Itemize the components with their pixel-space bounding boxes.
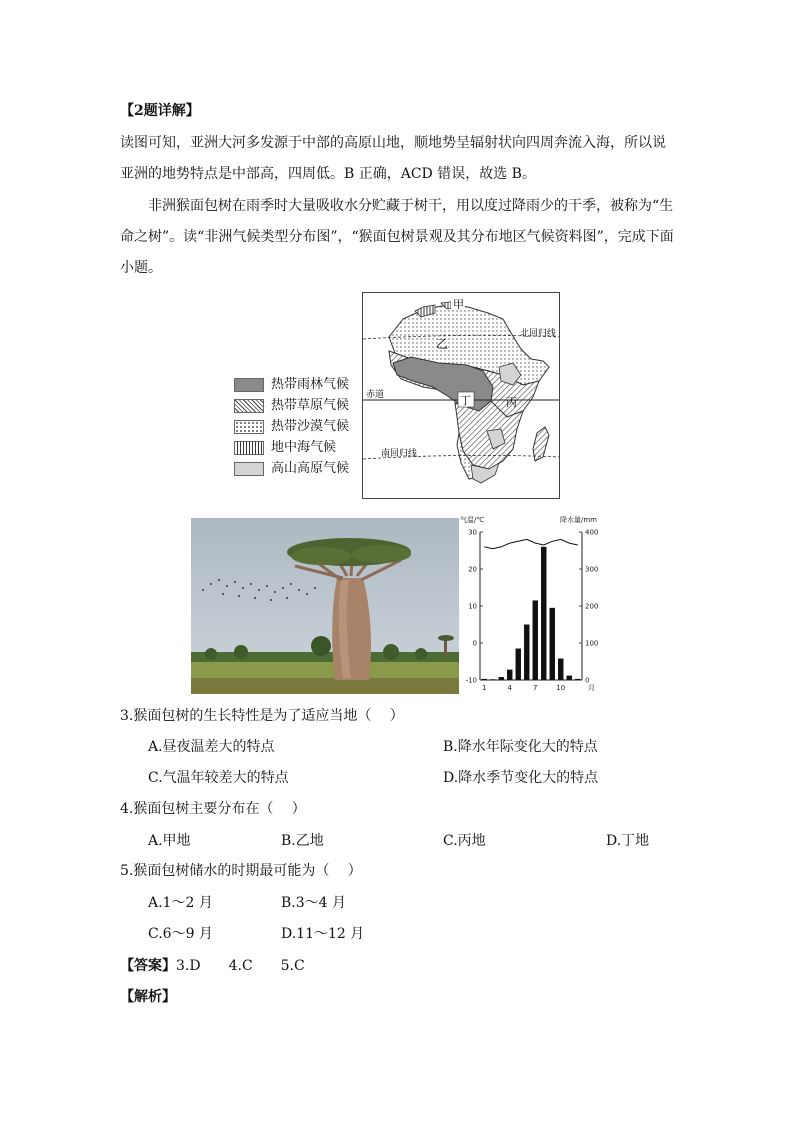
desert-swatch — [234, 420, 264, 434]
legend-item — [234, 438, 364, 459]
answer-line — [120, 956, 305, 976]
map-label-ding: 丁 — [460, 394, 471, 407]
analysis-heading: 【解析】 — [120, 989, 176, 1005]
map-label-bing: 丙 — [506, 396, 517, 409]
climate-chart-svg — [458, 512, 606, 698]
baobab-photo — [191, 518, 459, 694]
map-legend — [234, 375, 364, 480]
legend-item — [234, 396, 364, 417]
left-tick-label: 20 — [468, 565, 477, 574]
africa-map-svg — [363, 293, 560, 499]
precipitation-bar — [482, 679, 487, 680]
x-tick-label: 1 — [482, 684, 487, 692]
question-4-option-a[interactable]: A.甲地 — [148, 833, 191, 849]
temperature-line — [484, 539, 578, 548]
precipitation-bar — [524, 625, 529, 681]
precipitation-bar — [541, 547, 546, 680]
right-tick-label: 400 — [585, 528, 599, 537]
section-heading: 【2题详解】 — [120, 103, 200, 119]
question-4-option-b[interactable]: B.乙地 — [281, 833, 324, 849]
question-5-stem: 5.猴面包树储水的时期最可能为（ ） — [120, 863, 362, 879]
left-tick-label: 0 — [472, 639, 477, 648]
explanation-line-1: 读图可知，亚洲大河多发源于中部的高原山地，顺地势呈辐射状向四周奔流入海，所以说 — [120, 135, 666, 151]
precipitation-bar — [499, 677, 504, 680]
intro-line-1: 非洲猴面包树在雨季时大量吸收水分贮藏于树干，用以度过降雨少的干季，被称为“生 — [148, 198, 674, 214]
legend-label: 热带沙漠气候 — [271, 419, 350, 434]
legend-item — [234, 417, 364, 438]
left-tick-label: 30 — [468, 528, 477, 537]
question-5-option-c[interactable]: C.6～9 月 — [148, 926, 213, 942]
precipitation-bar — [558, 659, 563, 680]
savanna-swatch — [234, 399, 264, 413]
legend-item — [234, 459, 364, 480]
precipitation-bar — [550, 608, 555, 680]
question-3-option-d[interactable]: D.降水季节变化大的特点 — [443, 770, 599, 786]
map-label-south-tropic: 南回归线 — [381, 449, 418, 459]
highland-swatch — [234, 462, 264, 476]
question-5-option-a[interactable]: A.1～2 月 — [148, 895, 213, 911]
right-axis-label: 降水量/mm — [560, 516, 597, 524]
climate-chart — [458, 512, 606, 698]
question-3-option-a[interactable]: A.昼夜温差大的特点 — [148, 739, 275, 755]
left-tick-label: 10 — [468, 602, 477, 611]
precipitation-bar — [490, 679, 495, 680]
right-tick-label: 100 — [585, 639, 599, 648]
left-axis-label: 气温/℃ — [460, 516, 485, 524]
question-4-option-c[interactable]: C.丙地 — [443, 833, 486, 849]
left-tick-label: -10 — [465, 676, 477, 685]
africa-climate-map — [362, 292, 560, 499]
question-3-option-c[interactable]: C.气温年较差大的特点 — [148, 770, 289, 786]
map-label-north-tropic: 北回归线 — [520, 329, 557, 339]
question-3-stem: 3.猴面包树的生长特性是为了适应当地（ ） — [120, 708, 404, 724]
precipitation-bar — [575, 679, 580, 680]
map-label-yi: 乙 — [436, 337, 449, 351]
answer-label: 【答案】 — [120, 958, 176, 974]
precipitation-bar — [567, 676, 572, 680]
precipitation-bar — [507, 670, 512, 680]
legend-label: 热带雨林气候 — [271, 377, 350, 392]
question-5-option-b[interactable]: B.3～4 月 — [281, 895, 347, 911]
mediterranean-swatch — [234, 441, 264, 455]
x-tick-label: 10 — [556, 684, 566, 692]
x-tick-label: 7 — [533, 684, 538, 692]
map-label-equator: 赤道 — [366, 390, 385, 400]
question-5-option-d[interactable]: D.11～12 月 — [281, 926, 365, 942]
precipitation-bar — [516, 649, 521, 680]
right-tick-label: 200 — [585, 602, 599, 611]
x-unit-label: 月 — [588, 684, 595, 692]
x-tick-label: 4 — [507, 684, 512, 692]
answer-text: 3.D 4.C 5.C — [176, 958, 305, 974]
intro-line-3: 小题。 — [120, 260, 162, 276]
right-tick-label: 300 — [585, 565, 599, 574]
legend-label: 高山高原气候 — [271, 461, 350, 476]
precipitation-bar — [533, 600, 538, 680]
intro-line-2: 命之树”。读“非洲气候类型分布图”，“猴面包树景观及其分布地区气候资料图”，完成下面 — [120, 229, 674, 245]
explanation-line-2: 亚洲的地势特点是中部高，四周低。B 正确，ACD 错误，故选 B。 — [120, 166, 536, 182]
legend-label: 热带草原气候 — [271, 398, 350, 413]
question-3-option-b[interactable]: B.降水年际变化大的特点 — [443, 739, 598, 755]
question-4-option-d[interactable]: D.丁地 — [606, 833, 650, 849]
legend-label: 地中海气候 — [271, 440, 337, 455]
legend-item — [234, 375, 364, 396]
rainforest-swatch — [234, 378, 264, 392]
question-4-stem: 4.猴面包树主要分布在（ ） — [120, 801, 306, 817]
map-label-jia: 甲 — [453, 298, 464, 311]
right-tick-label: 0 — [585, 676, 590, 685]
